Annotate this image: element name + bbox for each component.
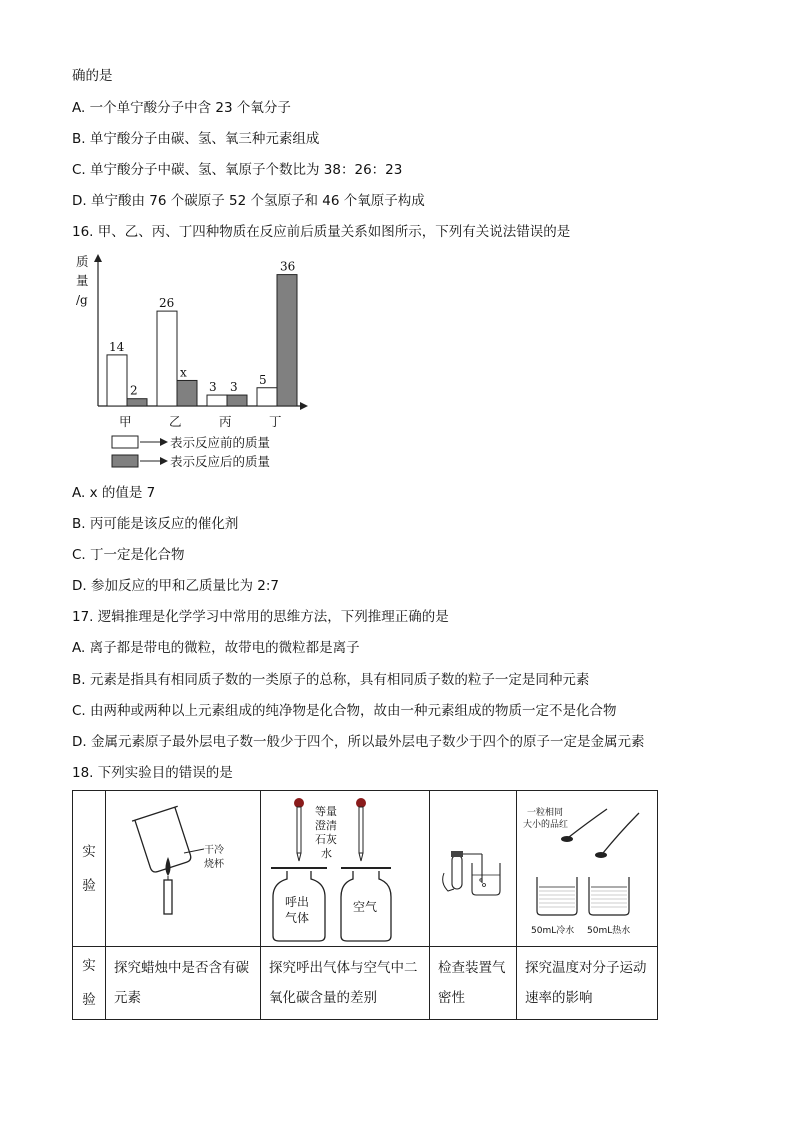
- data-label: 5: [259, 372, 267, 387]
- legend-label: 表示反应前的质量: [170, 435, 271, 450]
- magenta-grain-label-2: 大小的品红: [523, 820, 569, 830]
- bar-2-0: [207, 395, 227, 406]
- q16-option-a[interactable]: A. x 的值是 7: [72, 485, 156, 501]
- mass-bar-chart: [74, 248, 314, 473]
- category-label: 甲: [119, 414, 132, 429]
- bar-2-1: [227, 395, 247, 406]
- bar-3-0: [257, 388, 277, 406]
- row-label-experiment: 实 验: [73, 791, 106, 947]
- data-label: 36: [280, 259, 296, 274]
- dry-cold-beaker-label: 干冷: [204, 845, 224, 856]
- candle-beaker-figure: [106, 791, 261, 947]
- purpose-3: 检查装置气密性: [430, 947, 517, 1020]
- q16-option-d[interactable]: D. 参加反应的甲和乙质量比为 2:7: [72, 578, 279, 594]
- q18-stem: 18. 下列实验目的错误的是: [72, 765, 233, 781]
- experiment-figure-row: [73, 791, 658, 947]
- y-axis-label: 质: [76, 254, 89, 269]
- category-label: 乙: [169, 414, 182, 429]
- data-label: 3: [230, 380, 238, 395]
- purpose-4: 探究温度对分子运动速率的影响: [517, 947, 658, 1020]
- y-axis-arrow: [94, 254, 102, 262]
- x-axis-arrow: [300, 402, 308, 410]
- bar-1-1: [177, 380, 197, 406]
- data-label: x: [180, 365, 187, 380]
- data-label: 3: [209, 380, 217, 395]
- diffusion-temperature-figure: [517, 791, 658, 947]
- limewater-label-1: 等量: [315, 805, 337, 818]
- q17-option-b[interactable]: B. 元素是指具有相同质子数的一类原子的总称，具有相同质子数的粒子一定是同种元素: [72, 672, 590, 688]
- dry-cold-beaker-label-2: 烧杯: [204, 859, 224, 870]
- legend-arrow-head: [160, 438, 168, 446]
- airtightness-figure: [430, 791, 517, 947]
- experiment-purpose-row: [73, 947, 658, 1020]
- y-axis-label: /g: [76, 293, 88, 307]
- magenta-grain-label-1: 一粒相同: [527, 808, 564, 818]
- bar-0-0: [107, 355, 127, 406]
- data-label: 14: [109, 339, 125, 354]
- exhaled-gas-label-1: 呼出: [285, 895, 310, 909]
- q15-option-b[interactable]: B. 单宁酸分子由碳、氢、氧三种元素组成: [72, 131, 320, 147]
- purpose-2: 探究呼出气体与空气中二氧化碳含量的差别: [261, 947, 430, 1020]
- legend-swatch: [112, 455, 138, 467]
- q17-option-c[interactable]: C. 由两种或两种以上元素组成的纯净物是化合物，故由一种元素组成的物质一定不是化合物: [72, 703, 617, 719]
- hot-water-label: 50mL热水: [587, 926, 631, 936]
- data-label: 2: [130, 383, 138, 398]
- q16-option-c[interactable]: C. 丁一定是化合物: [72, 547, 185, 563]
- cold-water-label: 50mL冷水: [531, 926, 575, 936]
- category-label: 丁: [269, 414, 282, 429]
- bar-3-1: [277, 275, 297, 406]
- y-axis-label: 量: [76, 273, 89, 288]
- q17-option-d[interactable]: D. 金属元素原子最外层电子数一般少于四个，所以最外层电子数少于四个的原子一定是金属元素: [72, 734, 645, 750]
- q15-option-d[interactable]: D. 单宁酸由 76 个碳原子 52 个氢原子和 46 个氧原子构成: [72, 193, 425, 209]
- limewater-label-3: 石灰: [315, 833, 337, 846]
- q16-option-b[interactable]: B. 丙可能是该反应的催化剂: [72, 516, 239, 532]
- q15-stem-tail: 确的是: [72, 68, 113, 84]
- bar-1-0: [157, 311, 177, 406]
- q17-stem: 17. 逻辑推理是化学学习中常用的思维方法，下列推理正确的是: [72, 609, 449, 625]
- q15-option-c[interactable]: C. 单宁酸分子中碳、氢、氧原子个数比为 38：26：23: [72, 162, 403, 178]
- limewater-label-4: 水: [321, 847, 332, 860]
- category-label: 丙: [219, 414, 232, 429]
- breath-vs-air-figure: [261, 791, 430, 947]
- exhaled-gas-label-2: 气体: [285, 911, 310, 925]
- row-label-purpose: 实 验: [73, 947, 106, 1020]
- legend-label: 表示反应后的质量: [170, 454, 271, 469]
- data-label: 26: [159, 296, 175, 311]
- purpose-1: 探究蜡烛中是否含有碳元素: [106, 947, 261, 1020]
- legend-arrow-head: [160, 457, 168, 465]
- legend-swatch: [112, 436, 138, 448]
- limewater-label-2: 澄清: [315, 819, 337, 832]
- q17-option-a[interactable]: A. 离子都是带电的微粒，故带电的微粒都是离子: [72, 640, 360, 656]
- q15-option-a[interactable]: A. 一个单宁酸分子中含 23 个氧分子: [72, 100, 291, 116]
- bar-0-1: [127, 399, 147, 406]
- air-label: 空气: [353, 900, 378, 914]
- experiment-table: [72, 790, 658, 1020]
- q16-stem: 16. 甲、乙、丙、丁四种物质在反应前后质量关系如图所示，下列有关说法错误的是: [72, 224, 571, 240]
